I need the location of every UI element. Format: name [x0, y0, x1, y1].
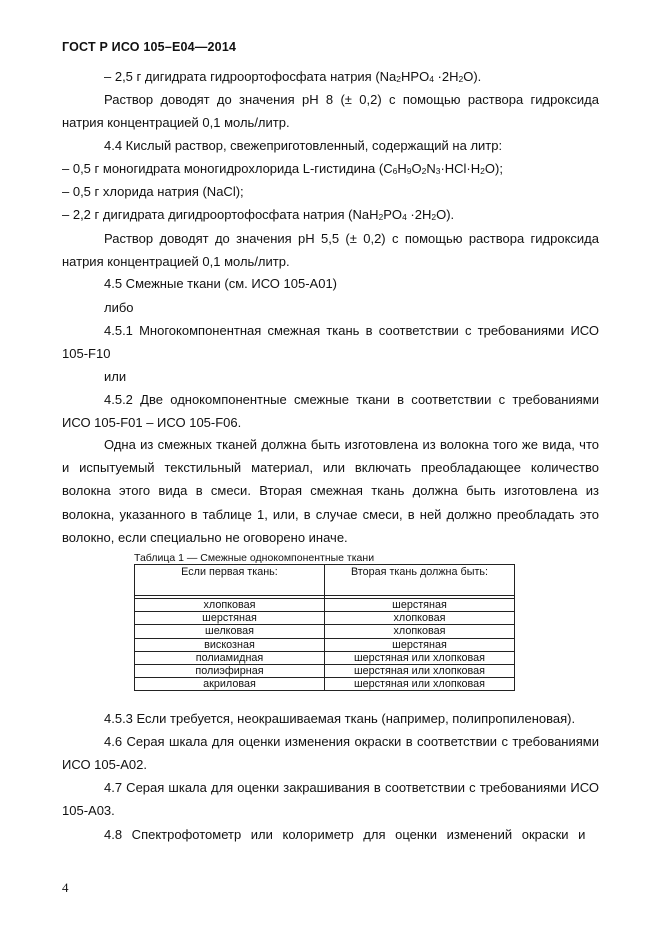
table-caption: Таблица 1 — Смежные однокомпонентные ткани	[134, 552, 375, 564]
paragraph-reagent-histidine: – 0,5 г моногидрата моногидрохлорида L-гистидина $(C_6H_9O_2N_3\cdot HCl\cdot H_2O)$;	[62, 161, 503, 176]
table-cell: шерстяная или хлопковая	[325, 664, 515, 677]
paragraph-4-8: 4.8 Спектрофотометр или колориметр для оценки изменений окраски и	[104, 827, 586, 842]
paragraph-4-5: 4.5 Смежные ткани (см. ИСО 105-А01)	[104, 276, 338, 291]
table-row	[135, 651, 515, 664]
table-row	[135, 599, 515, 612]
paragraph-ili: или	[104, 369, 127, 384]
table-cell: шерстяная или хлопковая	[325, 678, 515, 691]
paragraph-reagent-phosphate: – 2,2 г дигидрата дигидроортофосфата натрия $(NaH_2PO_4 \cdot 2H_2O)$.	[62, 207, 455, 222]
paragraph-4-7: 4.7 Серая шкала для оценки закрашивания в соответствии с требованиями ИСО 105-А03.	[62, 780, 599, 819]
table-header-second-fabric: Вторая ткань должна быть:	[325, 565, 515, 596]
table-row	[135, 678, 515, 691]
table-cell: вискозная	[135, 638, 325, 651]
paragraph-ph-5-5: Раствор доводят до значения pH 5,5 (± 0,2) с помощью раствора гидроксида натрия концентрацией 0,1 моль/литр.	[62, 231, 599, 270]
table-cell: шерстяная	[325, 638, 515, 651]
document-header: ГОСТ Р ИСО 105–Е04—2014	[62, 40, 237, 54]
paragraph-4-4: 4.4 Кислый раствор, свежеприготовленный, содержащий на литр:	[104, 138, 503, 153]
table-cell: шерстяная	[135, 612, 325, 625]
paragraph-4-5-2: 4.5.2 Две однокомпонентные смежные ткани в соответствии с требованиями ИСО 105-F01 – ИСО 105-F06.	[62, 392, 599, 431]
page-number: 4	[62, 880, 69, 895]
adjacent-fabrics-table	[134, 564, 515, 691]
table-cell: хлопковая	[135, 599, 325, 612]
table-cell: хлопковая	[325, 625, 515, 638]
paragraph-libo: либо	[104, 300, 134, 315]
table-cell: полиэфирная	[135, 664, 325, 677]
table-cell: хлопковая	[325, 612, 515, 625]
table-row	[135, 638, 515, 651]
paragraph-reagent-1: – 2,5 г дигидрата гидроортофосфата натрия $(Na_2HPO_4 \cdot 2H_2O)$.	[104, 69, 482, 84]
table-row	[135, 625, 515, 638]
paragraph-4-6: 4.6 Серая шкала для оценки изменения окраски в соответствии с требованиями ИСО 105-А02.	[62, 734, 599, 773]
table-cell: шелковая	[135, 625, 325, 638]
table-row	[135, 664, 515, 677]
paragraph-ph-8: Раствор доводят до значения pH 8 (± 0,2) с помощью раствора гидроксида натрия концентрацией 0,1 моль/литр.	[62, 92, 599, 131]
paragraph-reagent-nacl: – 0,5 г хлорида натрия (NaCl);	[62, 184, 244, 199]
paragraph-adjacent-fabric: Одна из смежных тканей должна быть изготовлена из волокна того же вида, что и испытуемый текстильный материал, или включать преобладающее количество волокна этого вида в смеси. Вторая смежная ткань должна быть изготовлена из волокна, указанного в таблице 1, или, в случае смеси, в ней должно преобладать это волокно, если специально не оговорено иначе.	[62, 437, 599, 545]
table-header-first-fabric: Если первая ткань:	[135, 565, 325, 596]
table-cell: акриловая	[135, 678, 325, 691]
paragraph-4-5-1: 4.5.1 Многокомпонентная смежная ткань в соответствии с требованиями ИСО 105-F10	[62, 323, 599, 362]
table-cell: полиамидная	[135, 651, 325, 664]
table-cell: шерстяная	[325, 599, 515, 612]
table-row	[135, 612, 515, 625]
table-cell: шерстяная или хлопковая	[325, 651, 515, 664]
paragraph-4-5-3: 4.5.3 Если требуется, неокрашиваемая ткань (например, полипропиленовая).	[104, 711, 576, 726]
